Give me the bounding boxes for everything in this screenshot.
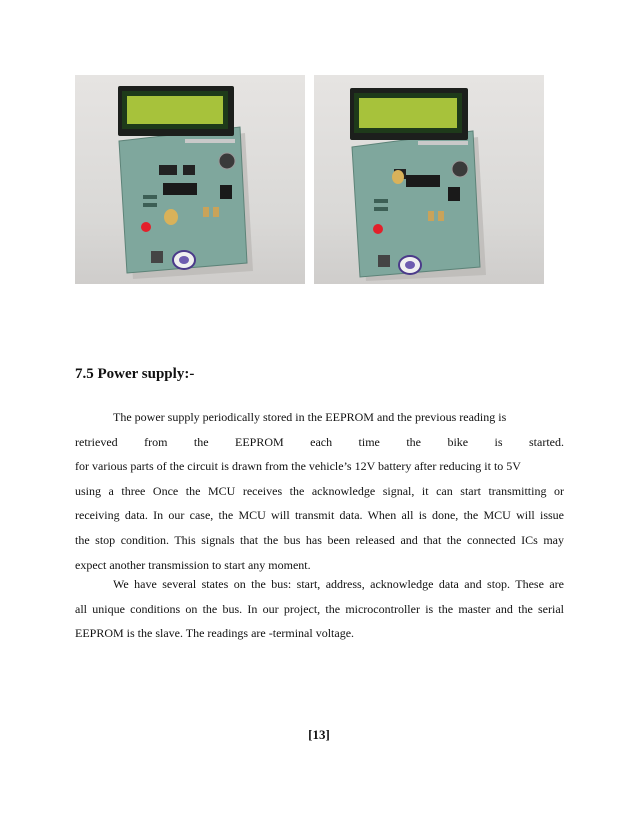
section-heading: 7.5 Power supply:- (75, 366, 195, 382)
paragraph-line: The power supply periodically stored in the EEPROM and the previous reading is (113, 410, 507, 424)
circuit-board-photo-right (314, 75, 544, 284)
paragraph-power-supply (75, 405, 564, 577)
circuit-board-illustration (75, 75, 305, 284)
paragraph-line: retrieved from the EEPROM each time the bike is started. (75, 434, 564, 449)
circuit-board-photo-left (75, 75, 305, 284)
paragraph-line: EEPROM is the slave. The readings are -terminal voltage. (75, 626, 355, 641)
page-number: [13] (308, 727, 330, 742)
circuit-board-illustration (314, 75, 544, 284)
paragraph-line: the stop condition. This signals that the bus has been released and that the connected ICs may (75, 532, 564, 547)
paragraph-line: We have several states on the bus: start, address, acknowledge data and stop. These are (113, 577, 564, 591)
paragraph-line: expect another transmission to start any moment. (75, 557, 311, 572)
paragraph-line: using a three Once the MCU receives the acknowledge signal, it can start transmitting or (75, 483, 564, 498)
paragraph-line: for various parts of the circuit is drawn from the vehicle’s 12V battery after reducing it to 5V (75, 459, 521, 474)
paragraph-line: receiving data. In our case, the MCU will transmit data. When all is done, the MCU will issue (75, 508, 564, 523)
paragraph-line: all unique conditions on the bus. In our project, the microcontroller is the master and the serial (75, 601, 564, 616)
paragraph-bus-states (75, 572, 564, 646)
